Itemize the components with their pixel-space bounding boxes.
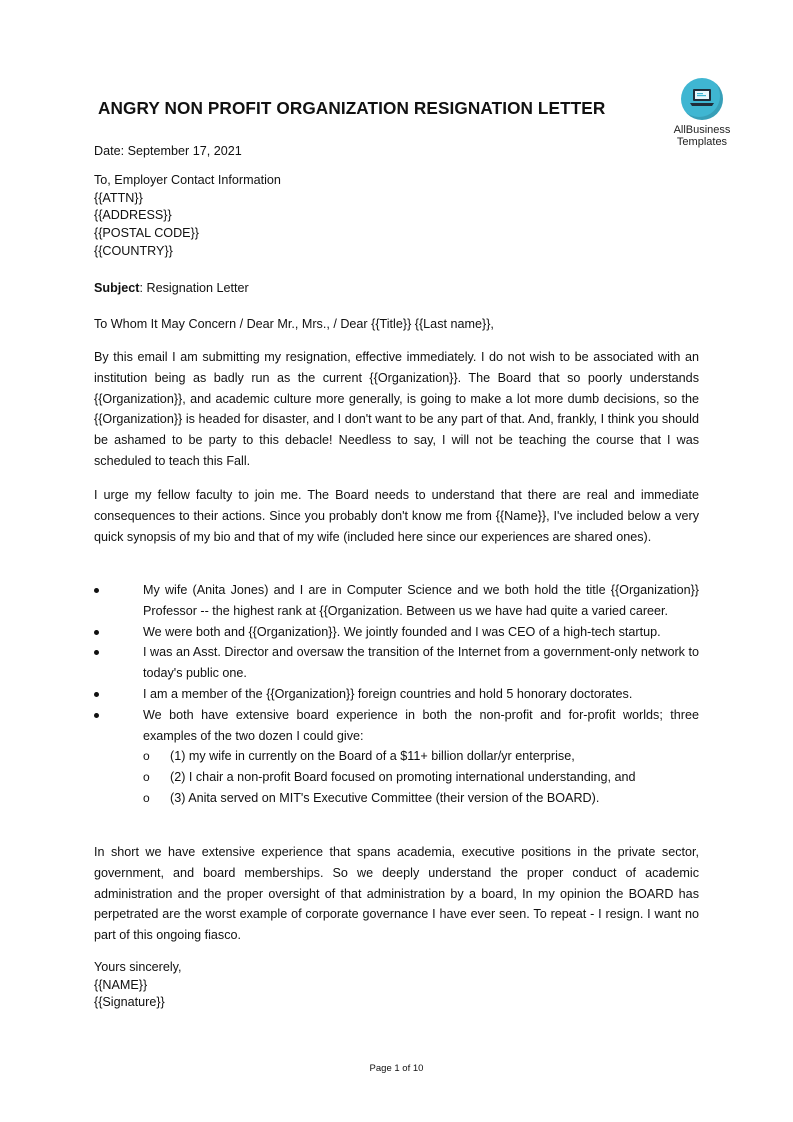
- address-line: {{ATTN}}: [94, 190, 143, 205]
- closing-block: [94, 959, 699, 1012]
- circle-bullet-icon: o: [143, 770, 150, 785]
- list-item: My wife (Anita Jones) and I are in Computer Science and we both hold the title {{Organization}} Professor -- the highest rank at {{Organization. Between us we have had quite a varied career.: [94, 580, 699, 622]
- subject-label: Subject: [94, 281, 140, 295]
- subject-line: [94, 280, 699, 297]
- document-title: ANGRY NON PROFIT ORGANIZATION RESIGNATION LETTER: [98, 98, 606, 118]
- closing-line: {{NAME}}: [94, 977, 148, 992]
- bullet-icon: [94, 630, 99, 635]
- letter-date: Date: September 17, 2021: [94, 144, 242, 158]
- brand-logo: [664, 78, 740, 148]
- paragraph-2: I urge my fellow faculty to join me. The Board needs to understand that there are real and immediate consequences to their actions. Since you probably don't know me from {{Name}}, I've included below a very quick synopsis of my bio and that of my wife (included here since our experiences are shared ones).: [94, 488, 699, 544]
- paragraph-1: By this email I am submitting my resignation, effective immediately. I do not wish to be associated with an institution being as badly run as the current {{Organization}}. The Board that so poorly understands {{Organization}}, and academic culture more generally, is going to make a lot more dumb decisions, so the {{Organization}} is headed for disaster, and I don't want to be any part of that. And, frankly, I think you should be ashamed to be party to this debacle! Needless to say, I will not be teaching the course that I was scheduled to teach this Fall.: [94, 350, 699, 468]
- sub-list-item: o (2) I chair a non-profit Board focused on promoting international understanding, and: [143, 767, 699, 788]
- list-item: I was an Asst. Director and oversaw the transition of the Internet from a government-only network to today's public one.: [94, 642, 699, 684]
- sub-list-item: o (3) Anita served on MIT's Executive Committee (their version of the BOARD).: [143, 788, 699, 809]
- list-item: We both have extensive board experience in both the non-profit and for-profit worlds; three examples of the two dozen I could give: o (1) my wife in currently on the Board of a $11+ billion dollar/yr enterprise, o (2) I chair a non-profit Board focused on promoting international understanding, and o (3) Anita served on MIT's Executive Committee (their version of the BOARD).: [94, 705, 699, 809]
- circle-bullet-icon: o: [143, 790, 150, 805]
- sub-list-item: o (1) my wife in currently on the Board of a $11+ billion dollar/yr enterprise,: [143, 746, 699, 767]
- address-line: {{COUNTRY}}: [94, 243, 173, 258]
- address-line: {{POSTAL CODE}}: [94, 226, 199, 241]
- address-line: {{ADDRESS}}: [94, 208, 172, 223]
- circle-bullet-icon: o: [143, 749, 150, 764]
- bullet-icon: [94, 713, 99, 718]
- laptop-icon: [681, 78, 723, 120]
- address-line: To, Employer Contact Information: [94, 173, 281, 187]
- recipient-address: [94, 172, 699, 260]
- closing-line: Yours sincerely,: [94, 960, 182, 974]
- list-item: We were both and {{Organization}}. We jointly founded and I was CEO of a high-tech startup.: [94, 622, 699, 643]
- bullet-icon: [94, 588, 99, 593]
- paragraph-3: In short we have extensive experience that spans academia, executive positions in the private sector, government, and board memberships. So we deeply understand the proper conduct of academic administration and the proper oversight of that administration by a board, In my opinion the BOARD has perpetrated are the worst example of corporate governance I have ever seen. To repeat - I resign. I want no part of this ongoing fiasco.: [94, 845, 699, 943]
- page-footer: Page 1 of 10: [369, 1063, 424, 1074]
- bullet-icon: [94, 650, 99, 655]
- logo-text: AllBusiness Templates: [673, 124, 731, 148]
- salutation: To Whom It May Concern / Dear Mr., Mrs., / Dear {{Title}} {{Last name}},: [94, 317, 494, 331]
- examples-sub-list: [143, 746, 699, 808]
- closing-line: {{Signature}}: [94, 995, 165, 1010]
- list-item: I am a member of the {{Organization}} foreign countries and hold 5 honorary doctorates.: [94, 684, 699, 705]
- bio-bullet-list: [94, 580, 699, 809]
- subject-value: : Resignation Letter: [139, 281, 249, 295]
- bullet-icon: [94, 692, 99, 697]
